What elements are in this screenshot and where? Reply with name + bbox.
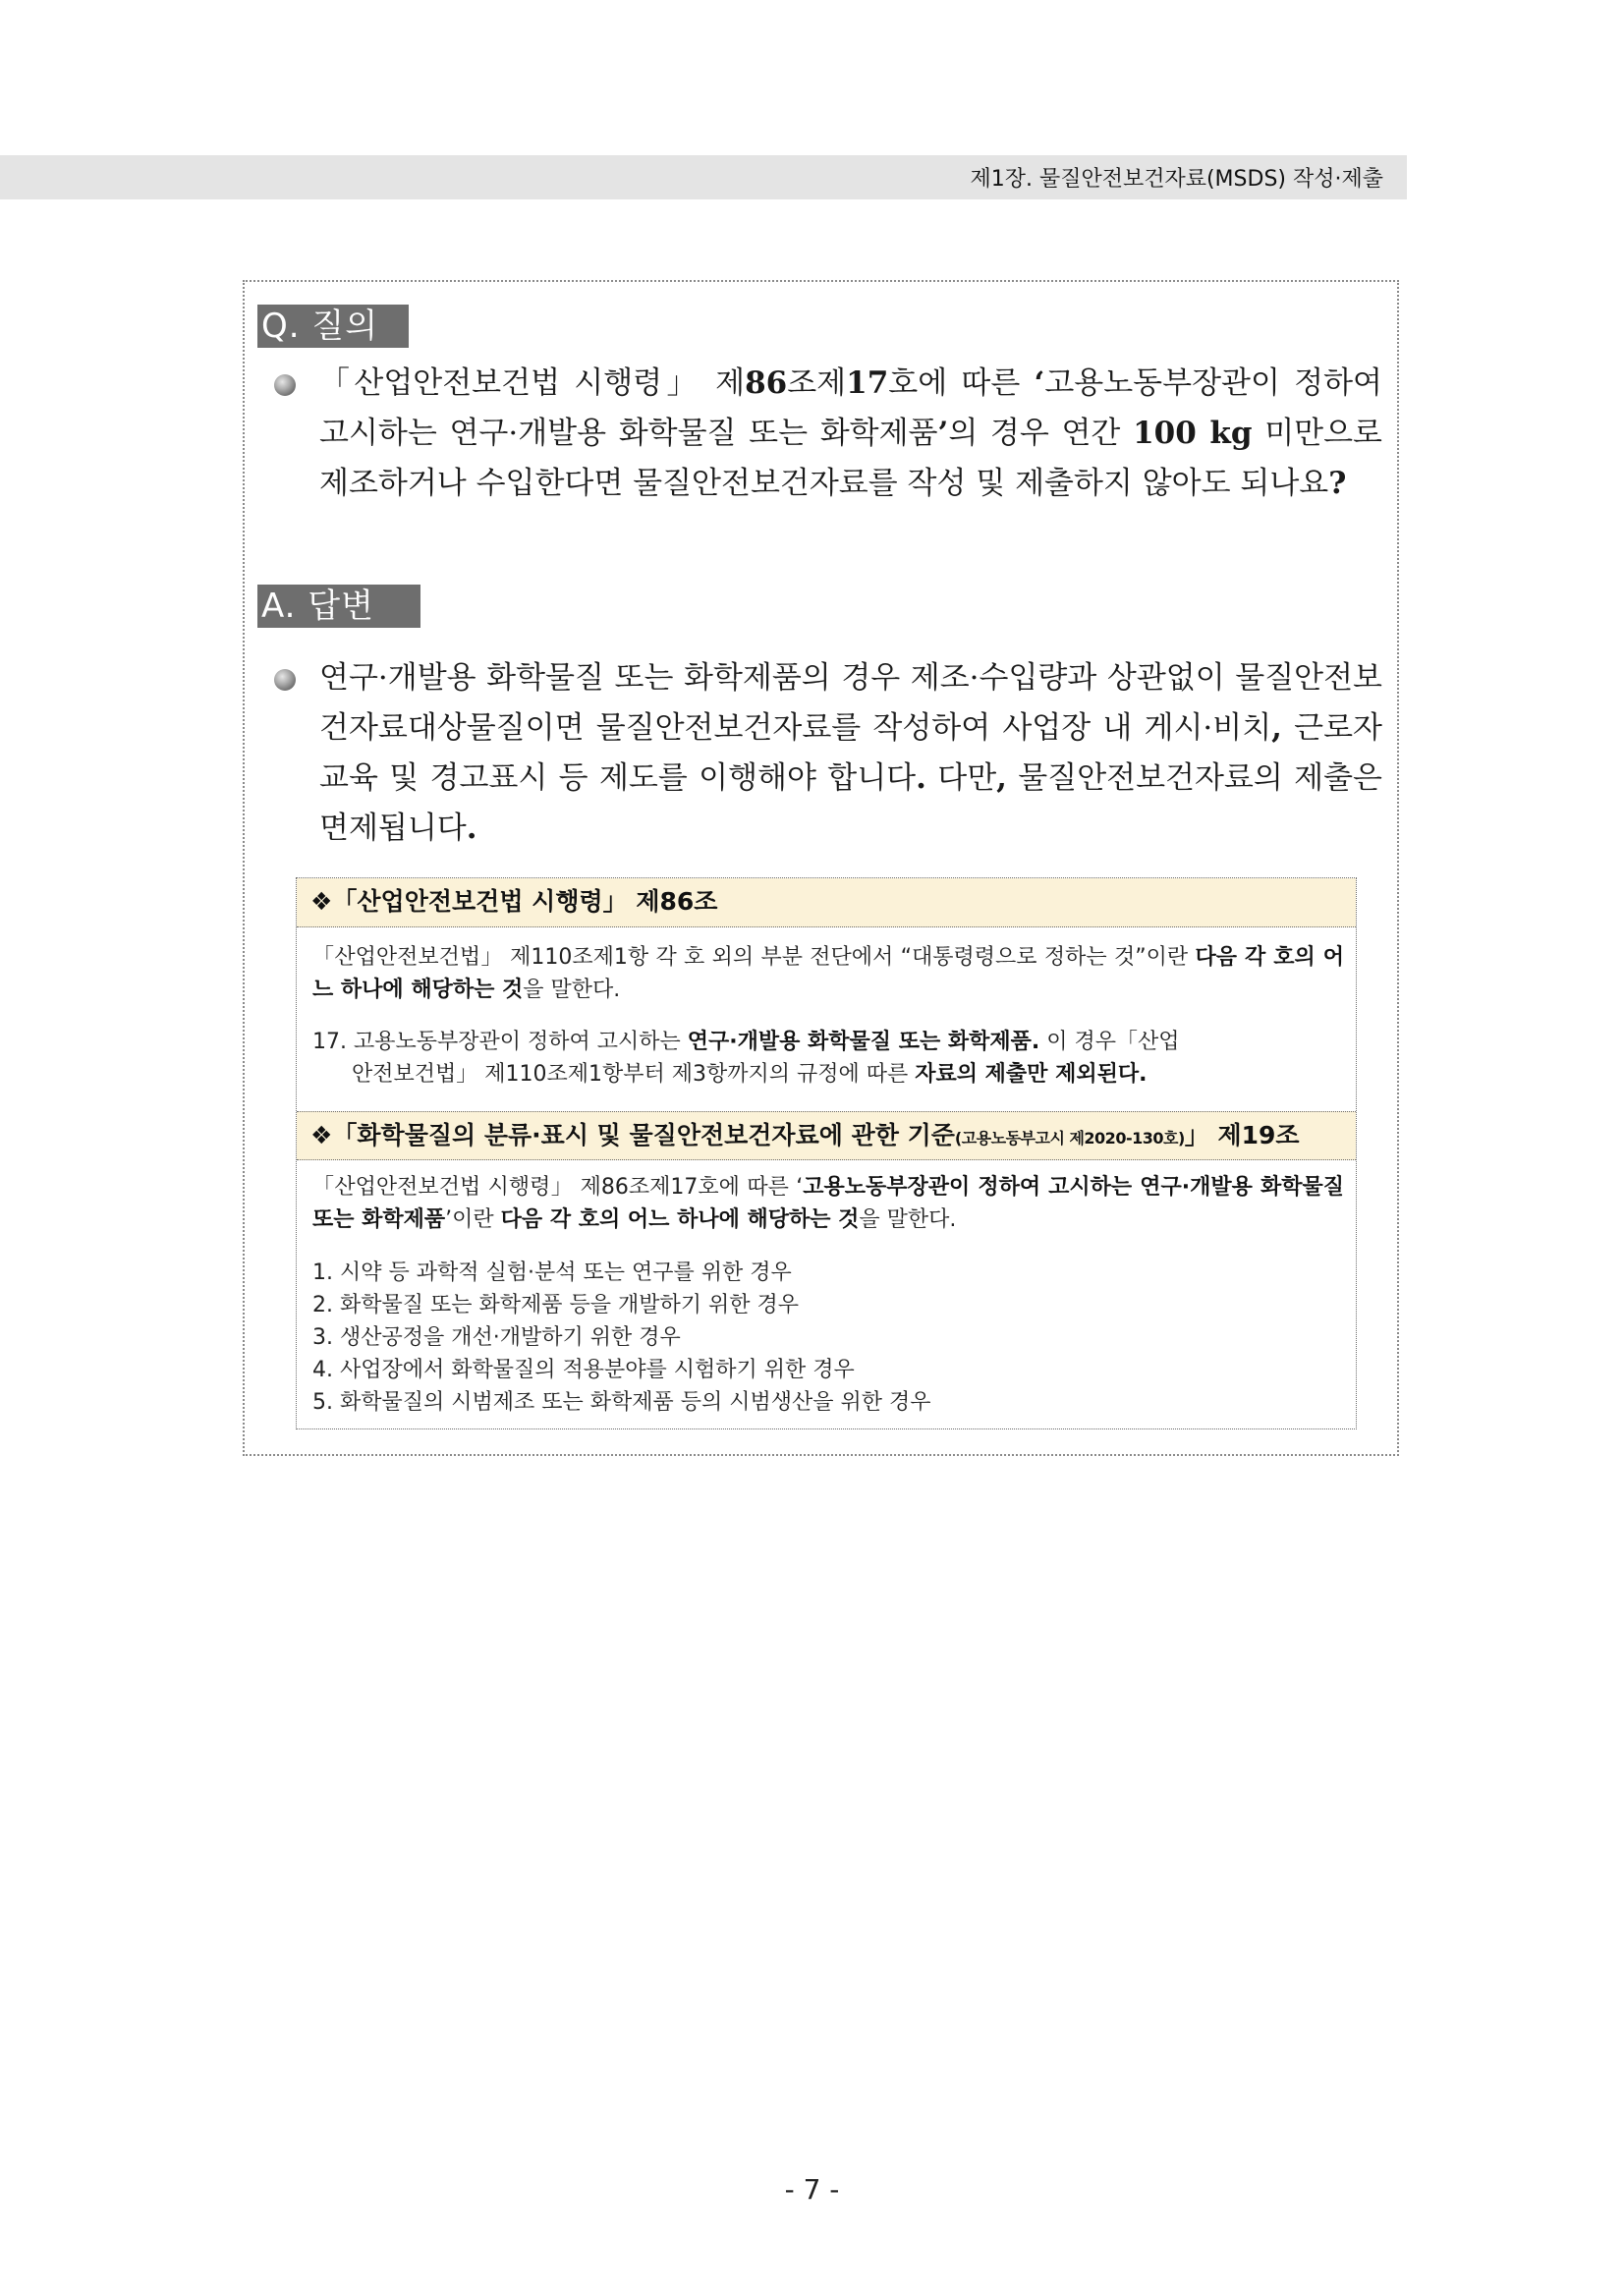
answer-text: 연구·개발용 화학물질 또는 화학제품의 경우 제조·수입량과 상관없이 물질안전보건자료대상물질이면 물질안전보건자료를 작성하여 사업장 내 게시·비치, 근로자 교육 및 경고표시 등 제도를 이행해야 합니다. 다만, 물질안전보건자료의 제출은 면제됩니다. <box>319 660 1382 846</box>
list-item: 3. 생산공정을 개선·개발하기 위한 경우 <box>312 1325 681 1350</box>
chapter-title: 제1장. 물질안전보건자료(MSDS) 작성·제출 <box>970 167 1383 192</box>
question-text: 「산업안전보건법 시행령」 제86조제17호에 따른 ‘고용노동부장관이 정하여 고시하는 연구·개발용 화학물질 또는 화학제품’의 경우 연간 100 kg 미만으로 제조하거나 수입한다면 물질안전보건자료를 작성 및 제출하지 않아도 되나요? <box>319 365 1383 501</box>
law1-item-17: 17. 고용노동부장관이 정하여 고시하는 연구·개발용 화학물질 또는 화학제품. 이 경우「산업 안전보건법」 제110조제1항부터 제3항까지의 규정에 따른 자료의 제출만 제외된다. <box>312 1030 1180 1087</box>
list-item: 4. 사업장에서 화학물질의 적용분야를 시험하기 위한 경우 <box>312 1358 855 1382</box>
list-item: 1. 시약 등 과학적 실험·분석 또는 연구를 위한 경우 <box>312 1260 792 1285</box>
bullet-icon <box>274 669 296 691</box>
law1-definition: 「산업안전보건법」 제110조제1항 각 호 외의 부분 전단에서 “대통령령으로 정하는 것”이란 다음 각 호의 어느 하나에 해당하는 것을 말한다. <box>312 945 1344 1002</box>
bullet-icon <box>274 374 296 396</box>
law2-definition: 「산업안전보건법 시행령」 제86조제17호에 따른 ‘고용노동부장관이 정하여 고시하는 연구·개발용 화학물질 또는 화학제품’이란 다음 각 호의 어느 하나에 해당하는 것을 말한다. <box>312 1175 1344 1232</box>
list-item: 5. 화학물질의 시범제조 또는 화학제품 등의 시범생산을 위한 경우 <box>312 1390 931 1415</box>
chapter-header-band <box>0 155 1407 199</box>
law-reference-box <box>296 877 1357 1429</box>
page-number: - 7 - <box>784 2173 840 2206</box>
law2-heading: ❖「화학물질의 분류·표시 및 물질안전보건자료에 관한 기준(고용노동부고시 제2020-130호)」 제19조 <box>297 1111 1356 1160</box>
law2-item-list <box>312 1257 1344 1419</box>
law1-heading: ❖「산업안전보건법 시행령」 제86조 <box>297 878 1356 927</box>
answer-tag: A. 답변 <box>257 585 420 628</box>
question-tag: Q. 질의 <box>257 305 409 348</box>
list-item: 2. 화학물질 또는 화학제품 등을 개발하기 위한 경우 <box>312 1293 799 1317</box>
